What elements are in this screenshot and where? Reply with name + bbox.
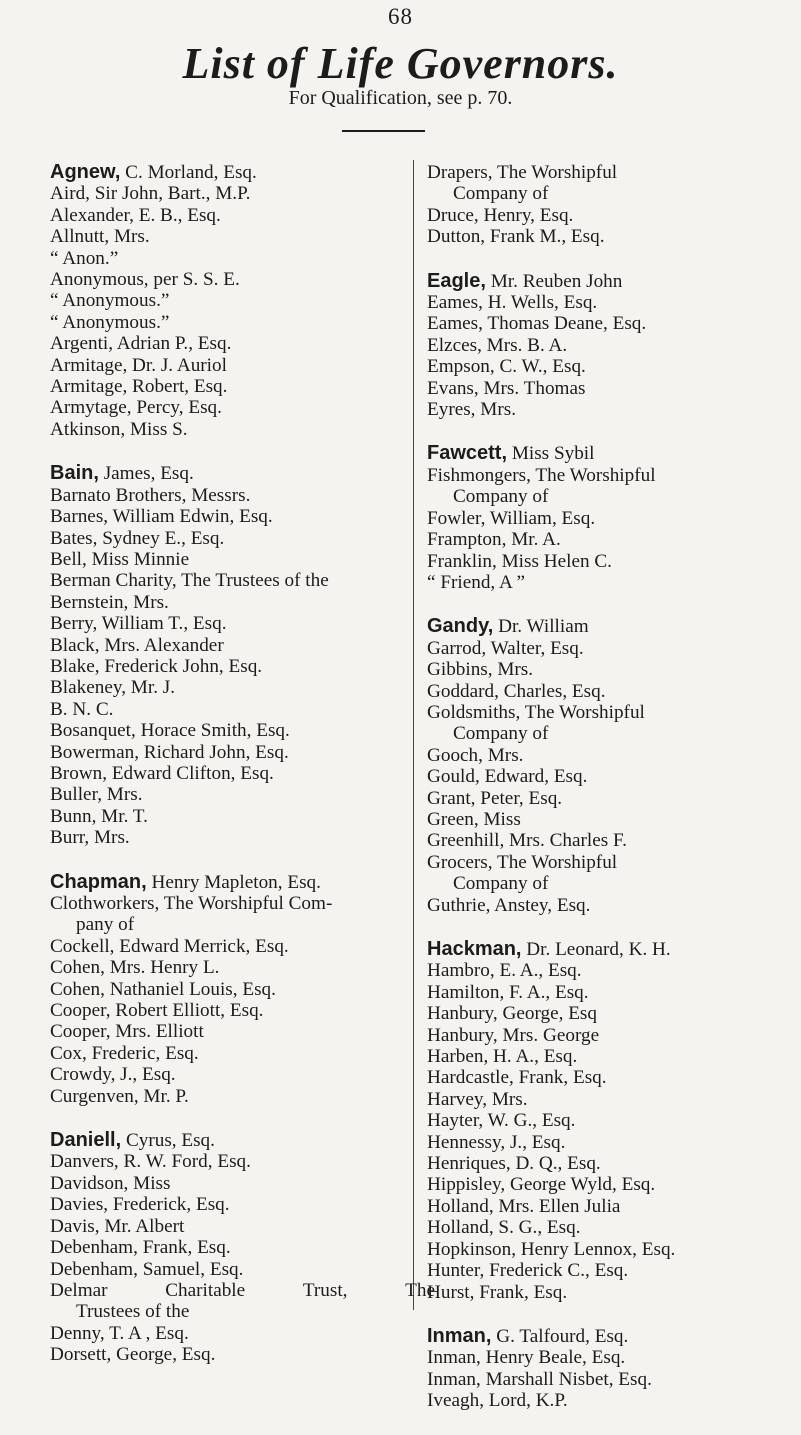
governor-entry: Armitage, Dr. J. Auriol xyxy=(50,354,227,376)
lead-surname: Eagle, xyxy=(427,269,486,292)
governor-entry: Davidson, Miss xyxy=(50,1172,171,1194)
governor-entry: pany of xyxy=(76,914,135,936)
governor-entry: Cohen, Mrs. Henry L. xyxy=(50,957,220,979)
governor-entry: Armitage, Robert, Esq. xyxy=(50,376,228,398)
governor-entry: Dorsett, George, Esq. xyxy=(50,1344,216,1366)
governor-entry: Denny, T. A , Esq. xyxy=(50,1322,189,1344)
governor-entry: Hurst, Frank, Esq. xyxy=(427,1281,568,1303)
governor-entry: Berman Charity, The Trustees of the xyxy=(50,570,329,592)
governor-entry: Company of xyxy=(453,873,549,895)
governor-entry: “ Anonymous.” xyxy=(50,290,170,312)
letter-section xyxy=(427,271,797,421)
governor-entry: Company of xyxy=(453,723,549,745)
letter-section xyxy=(50,872,435,1107)
lead-surname: Gandy, xyxy=(427,615,494,638)
governor-entry: Atkinson, Miss S. xyxy=(50,418,188,440)
page-title: List of Life Governors. xyxy=(182,39,619,88)
governor-entry: Eyres, Mrs. xyxy=(427,399,516,421)
lead-surname: Daniell, xyxy=(50,1129,122,1152)
governor-entry: Gooch, Mrs. xyxy=(427,744,524,766)
governor-entry: Iveagh, Lord, K.P. xyxy=(427,1390,568,1412)
governor-entry: Brown, Edward Clifton, Esq. xyxy=(50,762,274,784)
section-lead-entry xyxy=(427,443,797,464)
governor-entry: Cooper, Mrs. Elliott xyxy=(50,1021,204,1043)
governor-entry: Trustees of the xyxy=(76,1301,190,1323)
governor-entry: Cockell, Edward Merrick, Esq. xyxy=(50,935,289,957)
governor-entry: Harvey, Mrs. xyxy=(427,1088,528,1110)
governor-entry: Hambro, E. A., Esq. xyxy=(427,960,582,982)
lead-remainder: Dr. William xyxy=(493,616,589,638)
governor-entry: Davis, Mr. Albert xyxy=(50,1215,185,1237)
governor-entry: Henriques, D. Q., Esq. xyxy=(427,1153,601,1175)
governor-entry: Hunter, Frederick C., Esq. xyxy=(427,1260,629,1282)
governor-entry: Fishmongers, The Worshipful xyxy=(427,464,656,486)
governor-entry: Greenhill, Mrs. Charles F. xyxy=(427,830,627,852)
governor-entry: Debenham, Frank, Esq. xyxy=(50,1237,231,1259)
governor-entry: B. N. C. xyxy=(50,698,114,720)
governor-entry: Grocers, The Worshipful xyxy=(427,851,618,873)
governor-entry: Buller, Mrs. xyxy=(50,784,143,806)
governor-entry: “ Anonymous.” xyxy=(50,311,170,333)
governor-entry: Guthrie, Anstey, Esq. xyxy=(427,894,591,916)
right-column xyxy=(427,162,797,1435)
governor-entry: Eames, Thomas Deane, Esq. xyxy=(427,313,647,335)
section-lead-entry xyxy=(427,271,797,292)
governor-entry: Holland, Mrs. Ellen Julia xyxy=(427,1195,621,1217)
letter-section xyxy=(427,616,797,916)
governor-entry: Bunn, Mr. T. xyxy=(50,805,148,827)
governor-entry: Alexander, E. B., Esq. xyxy=(50,204,221,226)
governor-entry: Company of xyxy=(453,486,549,508)
governor-entry: Gibbins, Mrs. xyxy=(427,659,534,681)
governor-entry: Allnutt, Mrs. xyxy=(50,226,150,248)
governor-entry: Cohen, Nathaniel Louis, Esq. xyxy=(50,978,276,1000)
lead-surname: Agnew, xyxy=(50,161,121,183)
governor-entry: “ Anon.” xyxy=(50,247,119,269)
governor-entry: Goldsmiths, The Worshipful xyxy=(427,701,645,723)
title-rule xyxy=(342,130,425,132)
governor-entry: Hennessy, J., Esq. xyxy=(427,1131,566,1153)
governor-entry: Argenti, Adrian P., Esq. xyxy=(50,333,232,355)
letter-section xyxy=(50,463,435,848)
governor-entry: Eames, H. Wells, Esq. xyxy=(427,292,598,314)
governor-entry: Fowler, William, Esq. xyxy=(427,507,596,529)
lead-remainder: Drapers, The Worshipful xyxy=(427,162,618,183)
section-lead-entry xyxy=(50,872,435,893)
governor-entry: Bell, Miss Minnie xyxy=(50,548,190,570)
governor-entry: Barnes, William Edwin, Esq. xyxy=(50,506,273,528)
governor-entry: Bernstein, Mrs. xyxy=(50,591,169,613)
governor-entry: Aird, Sir John, Bart., M.P. xyxy=(50,183,251,205)
governor-entry: Green, Miss xyxy=(427,808,521,830)
governor-entry: Berry, William T., Esq. xyxy=(50,613,227,635)
governor-entry: Cooper, Robert Elliott, Esq. xyxy=(50,1000,264,1022)
lead-remainder: Henry Mapleton, Esq. xyxy=(146,871,321,893)
governor-entry: Dutton, Frank M., Esq. xyxy=(427,226,605,248)
letter-section xyxy=(427,443,797,593)
lead-remainder: Miss Sybil xyxy=(507,443,595,465)
section-lead-entry xyxy=(427,1326,797,1347)
governor-entry: Franklin, Miss Helen C. xyxy=(427,550,612,572)
governor-entry: Debenham, Samuel, Esq. xyxy=(50,1258,244,1280)
governor-entry: Bosanquet, Horace Smith, Esq. xyxy=(50,720,290,742)
lead-remainder: G. Talfourd, Esq. xyxy=(491,1325,629,1347)
page-subtitle: For Qualification, see p. 70. xyxy=(288,87,513,109)
section-lead-entry xyxy=(427,162,797,183)
letter-section xyxy=(50,162,435,440)
governor-entry: Hayter, W. G., Esq. xyxy=(427,1110,576,1132)
lead-remainder: Cyrus, Esq. xyxy=(121,1130,215,1152)
governor-entry: Frampton, Mr. A. xyxy=(427,529,561,551)
lead-remainder: Dr. Leonard, K. H. xyxy=(521,939,671,960)
governor-entry: Company of xyxy=(453,183,549,205)
governor-entry: “ Friend, A ” xyxy=(427,571,526,593)
lead-remainder: C. Morland, Esq. xyxy=(120,162,257,183)
page-number: 68 xyxy=(388,4,413,29)
governor-entry: Hamilton, F. A., Esq. xyxy=(427,981,589,1003)
governor-entry: Hopkinson, Henry Lennox, Esq. xyxy=(427,1238,676,1260)
governor-entry: Bowerman, Richard John, Esq. xyxy=(50,741,289,763)
lead-surname: Inman, xyxy=(427,1324,492,1347)
letter-section xyxy=(427,1326,797,1412)
governor-entry: Hanbury, Mrs. George xyxy=(427,1024,600,1046)
lead-remainder: James, Esq. xyxy=(98,463,194,485)
lead-surname: Hackman, xyxy=(427,938,522,960)
lead-surname: Chapman, xyxy=(50,870,147,893)
governor-entry: Barnato Brothers, Messrs. xyxy=(50,484,251,506)
lead-remainder: Mr. Reuben John xyxy=(485,270,623,292)
governor-entry: Danvers, R. W. Ford, Esq. xyxy=(50,1151,251,1173)
section-lead-entry xyxy=(427,616,797,637)
governor-entry: Harben, H. A., Esq. xyxy=(427,1046,578,1068)
section-lead-entry xyxy=(50,162,435,183)
governor-entry: Bates, Sydney E., Esq. xyxy=(50,527,225,549)
governor-entry: Crowdy, J., Esq. xyxy=(50,1064,176,1086)
governor-entry: Garrod, Walter, Esq. xyxy=(427,637,584,659)
governor-entry: Hippisley, George Wyld, Esq. xyxy=(427,1174,656,1196)
governor-entry: Holland, S. G., Esq. xyxy=(427,1217,581,1239)
governor-entry: Empson, C. W., Esq. xyxy=(427,356,586,378)
governor-entry: Hanbury, George, Esq xyxy=(427,1003,597,1025)
governor-entry: Goddard, Charles, Esq. xyxy=(427,680,606,702)
governor-entry: Armytage, Percy, Esq. xyxy=(50,397,222,419)
section-lead-entry xyxy=(427,939,797,960)
governor-entry: Gould, Edward, Esq. xyxy=(427,766,588,788)
governor-entry: Curgenven, Mr. P. xyxy=(50,1085,189,1107)
section-lead-entry xyxy=(50,1130,435,1151)
governor-entry: Inman, Marshall Nisbet, Esq. xyxy=(427,1368,652,1390)
governor-entry: Burr, Mrs. xyxy=(50,827,130,849)
letter-section xyxy=(427,162,797,248)
governor-entry: Blakeney, Mr. J. xyxy=(50,677,176,699)
governor-entry: Hardcastle, Frank, Esq. xyxy=(427,1067,607,1089)
governor-entry: Clothworkers, The Worshipful Com- xyxy=(50,893,333,914)
letter-section xyxy=(427,939,797,1303)
governor-entry: Cox, Frederic, Esq. xyxy=(50,1042,199,1064)
lead-surname: Bain, xyxy=(50,462,99,485)
governor-entry: Elzces, Mrs. B. A. xyxy=(427,334,568,356)
governor-entry: Druce, Henry, Esq. xyxy=(427,204,574,226)
governor-entry: Davies, Frederick, Esq. xyxy=(50,1194,230,1216)
governor-entry: Black, Mrs. Alexander xyxy=(50,634,224,656)
governor-entry: Anonymous, per S. S. E. xyxy=(50,269,240,291)
governor-entry: Grant, Peter, Esq. xyxy=(427,787,563,809)
section-lead-entry xyxy=(50,463,435,484)
left-column xyxy=(50,162,435,1389)
governor-entry: Inman, Henry Beale, Esq. xyxy=(427,1347,626,1369)
governor-entry: Delmar Charitable Trust, The xyxy=(50,1279,435,1301)
governor-entry: Blake, Frederick John, Esq. xyxy=(50,655,263,677)
lead-surname: Fawcett, xyxy=(427,442,508,465)
governor-entry: Evans, Mrs. Thomas xyxy=(427,377,586,399)
letter-section xyxy=(50,1130,435,1365)
